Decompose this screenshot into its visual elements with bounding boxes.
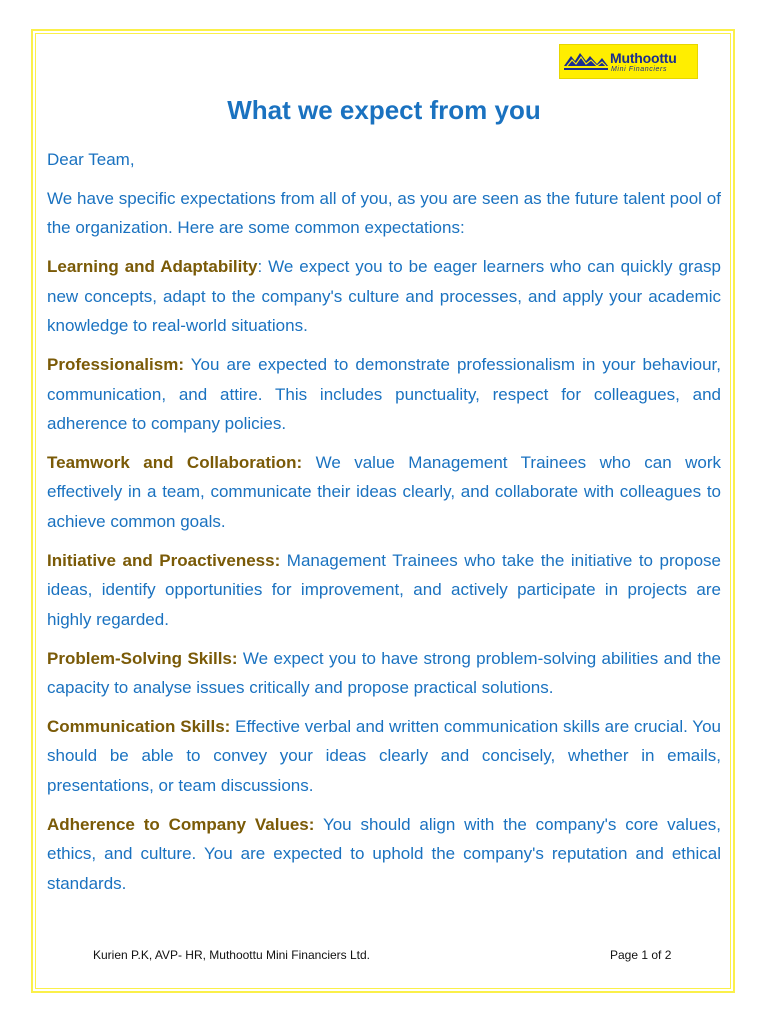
expectation-separator: : — [224, 717, 231, 737]
expectation-text: Management Trainees who take the initiative to propose ideas, identify opportunities for improvement, and actively participate in projects are highly regarded. — [47, 550, 721, 629]
expectation-text: We value Management Trainees who can work effectively in a team, communicate their ideas clearly, and collaborate with colleagues to achieve common goals. — [47, 453, 721, 531]
expectation-term: Professionalism — [47, 355, 179, 375]
company-logo — [559, 44, 698, 79]
expectation-separator: : — [308, 814, 315, 834]
expectation-term: Learning and Adaptability — [47, 257, 258, 277]
mountain-logo-icon — [564, 51, 608, 73]
expectation-term: Communication Skills — [47, 717, 225, 737]
intro-paragraph: We have specific expectations from all of you, as you are seen as the future talent pool of the organization. Here are some common expectations: — [47, 189, 721, 238]
expectation-paragraph — [47, 350, 721, 438]
letter-body — [47, 145, 721, 908]
expectation-paragraph — [47, 644, 721, 703]
expectation-paragraph — [47, 712, 721, 800]
expectation-paragraph — [47, 448, 721, 536]
greeting: Dear Team, — [47, 150, 135, 169]
logo-wordmark: Muthoottu — [610, 50, 677, 66]
expectation-separator: : — [178, 355, 184, 375]
expectation-text: You should align with the company's core values, ethics, and culture. You are expected to uphold the company's reputation and ethical standards. — [47, 814, 722, 893]
footer-author: Kurien P.K, AVP- HR, Muthoottu Mini Financiers Ltd. — [93, 948, 371, 962]
expectation-paragraph — [47, 810, 721, 898]
expectation-term: Initiative and Proactiveness — [47, 550, 275, 570]
expectation-paragraph — [47, 252, 721, 340]
expectation-term: Problem-Solving Skills — [47, 648, 232, 668]
expectation-term: Adherence to Company Values — [47, 814, 309, 834]
expectation-text: We expect you to be eager learners who can quickly grasp new concepts, adapt to the company's culture and processes, and apply your academic knowledge to real-world situations. — [47, 257, 721, 336]
logo-tagline: Mini Financiers — [611, 66, 668, 73]
footer-page-number: Page 1 of 2 — [610, 948, 672, 962]
expectation-paragraph — [47, 546, 721, 634]
expectation-separator: : — [296, 453, 303, 473]
expectation-term: Teamwork and Collaboration — [47, 453, 297, 473]
expectation-text: We expect you to have strong problem-solving abilities and the capacity to analyse issues critically and propose practical solutions. — [47, 648, 721, 698]
expectation-separator: : — [257, 257, 263, 277]
expectation-text: You are expected to demonstrate professionalism in your behaviour, communication, and attire. This includes punctuality, respect for colleagues, and adherence to company policies. — [47, 355, 721, 434]
page-title: What we expect from you — [227, 95, 541, 125]
expectations-list — [47, 252, 721, 898]
expectation-text: Effective verbal and written communication skills are crucial. You should be able to convey your ideas clearly and concisely, whether in emails, presentations, or team discussions. — [47, 717, 721, 795]
expectation-separator: : — [274, 550, 281, 570]
expectation-separator: : — [231, 648, 238, 668]
